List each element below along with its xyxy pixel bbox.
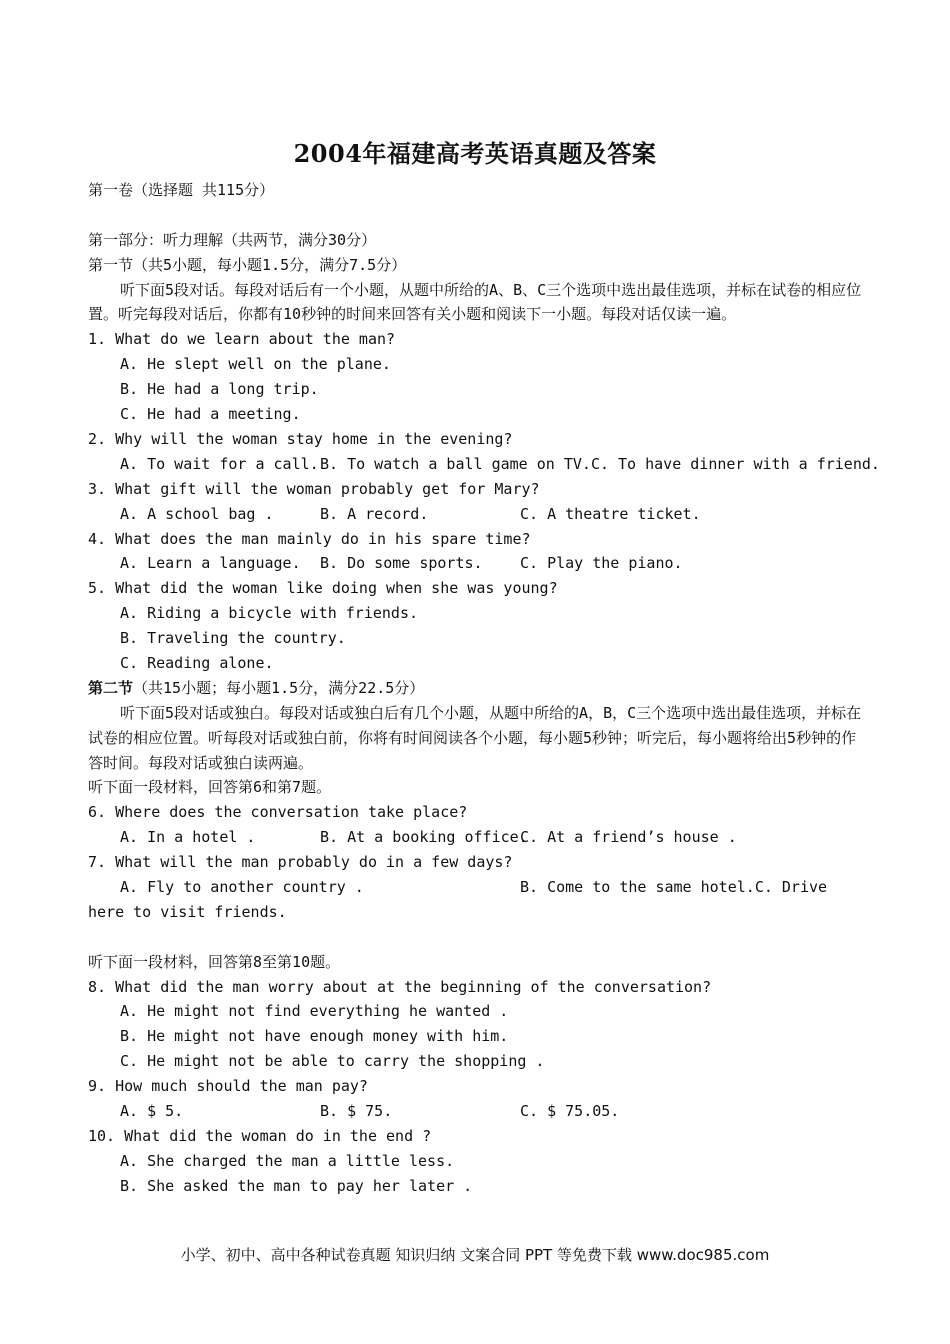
material-6-7: 听下面一段材料，回答第6和第7题。 (88, 778, 332, 797)
spacer (88, 203, 868, 228)
q6-option-a: A. In a hotel . (120, 828, 256, 847)
q5-option-c: C. Reading alone. (120, 653, 274, 672)
spacer (88, 925, 868, 950)
question-5: 5. What did the woman like doing when she was young? (88, 579, 558, 598)
question-7: 7. What will the man probably do in a few days? (88, 853, 513, 872)
section2-heading-label: 第二节 (88, 678, 134, 697)
page-title: 2004年福建高考英语真题及答案 (293, 139, 657, 168)
q6-option-c: C. At a friend’s house . (520, 828, 737, 847)
q1-option-b: B. He had a long trip. (120, 380, 319, 399)
q3-option-b: B. A record. (320, 504, 429, 523)
q9-options (88, 1099, 868, 1124)
q2-option-a: A. To wait for a call. (120, 454, 319, 473)
q7-option-a: A. Fly to another country . (120, 878, 364, 897)
q9-option-b: B. $ 75. (320, 1102, 393, 1121)
q1-option-c: C. He had a meeting. (120, 405, 301, 424)
section2-heading-detail: （共15小题；每小题1.5分，满分22.5分） (133, 678, 425, 697)
q9-option-a: A. $ 5. (120, 1102, 184, 1121)
question-2: 2. Why will the woman stay home in the evening? (88, 429, 513, 448)
q6-options (88, 825, 868, 850)
q10-option-b: B. She asked the man to pay her later . (120, 1176, 473, 1195)
question-10: 10. What did the woman do in the end ? (88, 1126, 432, 1145)
question-8: 8. What did the man worry about at the beginning of the conversation? (88, 977, 712, 996)
q3-option-a: A. A school bag . (120, 504, 274, 523)
q3-option-c: C. A theatre ticket. (520, 504, 701, 523)
q10-option-a: A. She charged the man a little less. (120, 1151, 455, 1170)
q4-option-b: B. Do some sports. (320, 554, 483, 573)
material-8-10: 听下面一段材料，回答第8至第10题。 (88, 952, 341, 971)
q7-options (88, 875, 868, 900)
q4-options (88, 551, 868, 576)
q5-option-b: B. Traveling the country. (120, 629, 346, 648)
q2-options (88, 452, 880, 477)
question-6: 6. Where does the conversation take place? (88, 803, 468, 822)
q8-option-b: B. He might not have enough money with him. (120, 1027, 509, 1046)
q4-option-c: C. Play the piano. (520, 554, 683, 573)
q7-option-c-continued: here to visit friends. (88, 902, 287, 921)
q7-option-b: B. Come to the same hotel. (520, 878, 755, 897)
section1-instructions: 听下面5段对话。每段对话后有一个小题，从题中所给的A、B、C三个选项中选出最佳选项，并标在试卷的相应位置。听完每段对话后，你都有10秒钟的时间来回答有关小题和阅读下一小题。每段对话仅读一遍。 (88, 280, 862, 324)
q8-option-c: C. He might not be able to carry the shopping . (120, 1052, 545, 1071)
section2-instructions: 听下面5段对话或独白。每段对话或独白后有几个小题，从题中所给的A，B，C三个选项中选出最佳选项，并标在试卷的相应位置。听每段对话或独白前，你将有时间阅读各个小题，每小题5秒钟；听完后，每小题将给出5秒钟的作答时间。每段对话或独白读两遍。 (88, 703, 862, 772)
question-9: 9. How much should the man pay? (88, 1077, 368, 1096)
q5-option-a: A. Riding a bicycle with friends. (120, 604, 419, 623)
volume-heading: 第一卷（选择题 共115分） (88, 181, 275, 199)
section1-heading: 第一节（共5小题，每小题1.5分，满分7.5分） (88, 255, 407, 274)
question-1: 1. What do we learn about the man? (88, 330, 396, 349)
q7-option-c: C. Drive (754, 878, 828, 897)
q1-option-a: A. He slept well on the plane. (120, 355, 391, 374)
q2-option-b: B. To watch a ball game on TV. (320, 454, 591, 473)
page-footer: 小学、初中、高中各种试卷真题 知识归纳 文案合同 PPT 等免费下载 www.doc985.com (180, 1246, 770, 1264)
question-3: 3. What gift will the woman probably get for Mary? (88, 479, 540, 498)
q6-option-b: B. At a booking office. (320, 828, 528, 847)
q4-option-a: A. Learn a language. (120, 554, 301, 573)
q2-option-c: C. To have dinner with a friend. (590, 454, 880, 473)
section2-heading (88, 676, 868, 701)
exam-content (88, 178, 880, 1199)
part1-heading: 第一部分：听力理解（共两节，满分30分） (88, 230, 377, 249)
q8-option-a: A. He might not find everything he wanted . (120, 1002, 509, 1021)
question-4: 4. What does the man mainly do in his spare time? (88, 529, 531, 548)
q9-option-c: C. $ 75.05. (520, 1102, 620, 1121)
q3-options (88, 502, 868, 527)
